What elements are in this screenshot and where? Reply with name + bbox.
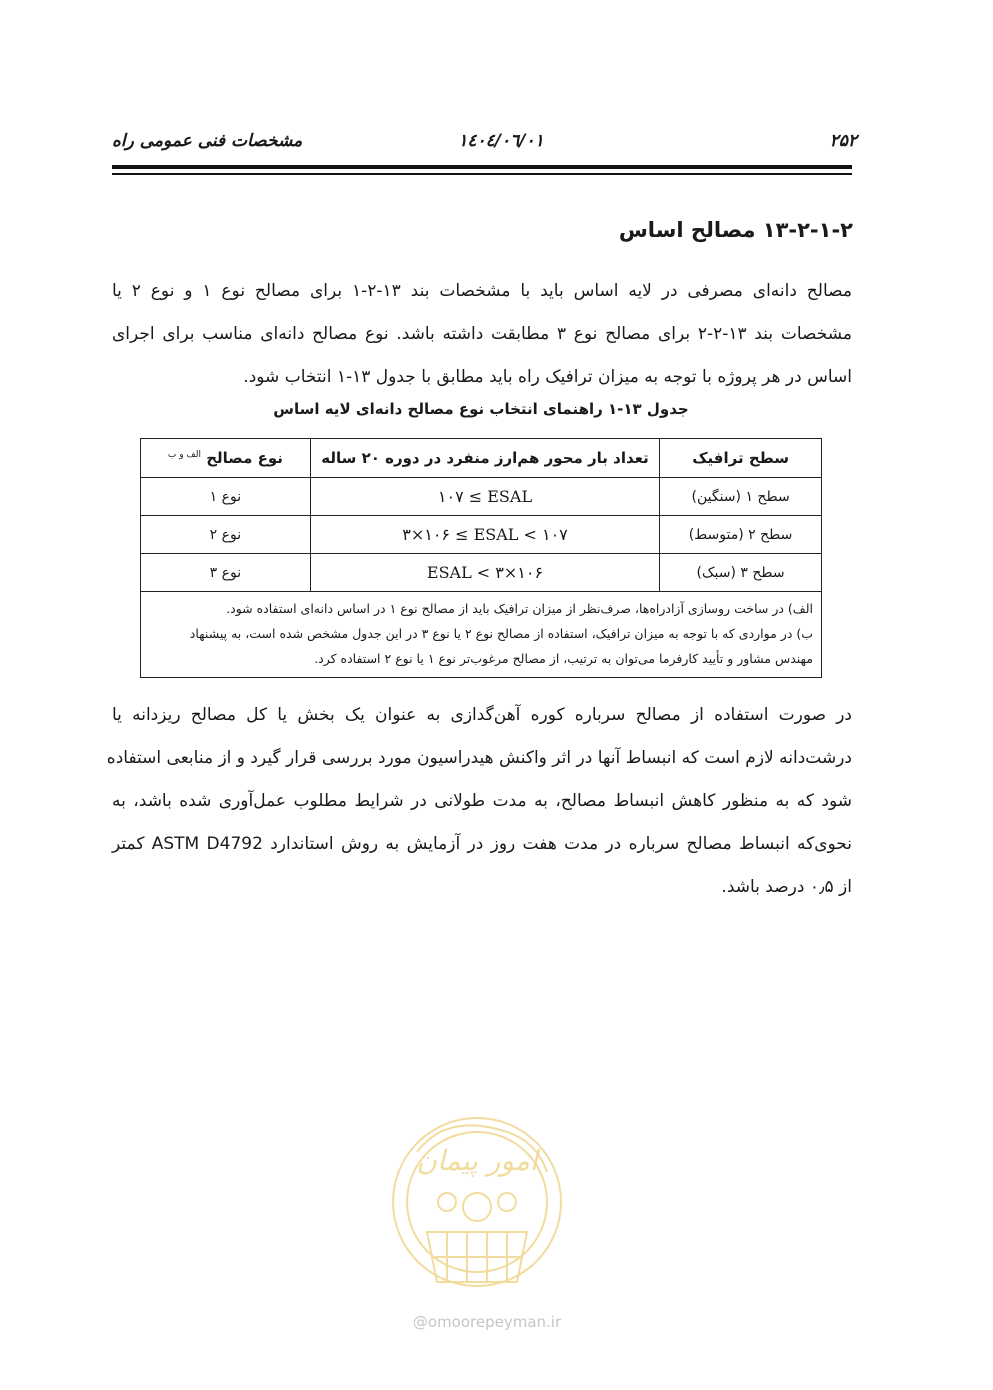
header-esal-count: تعداد بار محور هم‌ارز منفرد در دوره ۲۰ ساله [310, 439, 659, 478]
table-note: الف) در ساخت روسازی آزادراه‌ها، صرف‌نظر از میزان ترافیک باید از مصالح نوع ۱ در اساس دانه‌ای استفاده شود. [226, 601, 813, 616]
table-note: مهندس مشاور و تأیید کارفرما می‌توان به ترتیب، از مصالح مرغوب‌تر نوع ۱ یا نوع ۲ استفاده کرد. [314, 651, 813, 666]
watermark-url: @omoorepeyman.ir [412, 1313, 562, 1331]
cell-traffic: سطح ۱ (سنگین) [660, 478, 822, 516]
cell-esal: ۳×۱۰۶ ≤ ESAL < ۱۰۷ [310, 516, 659, 554]
header-title: مشخصات فنی عمومی راه [112, 131, 303, 151]
table-row [141, 554, 822, 592]
page-number: ۲۵۲ [829, 131, 857, 151]
table-header-row [141, 439, 822, 478]
section-title: ۱۳-۲-۱-۲ مصالح اساس [618, 218, 853, 242]
cell-material: نوع ۱ [141, 478, 311, 516]
header-material-footnote: الف و ب [167, 450, 201, 460]
paragraph-line: شود که به منظور کاهش انبساط مصالح، به مدت طولانی در شرایط مطلوب عمل‌آوری شده باشد، به [112, 791, 852, 811]
header-rule-thick [112, 165, 852, 169]
paragraph-line: اساس در هر پروژه با توجه به میزان ترافیک راه باید مطابق با جدول ۱۳-۱ انتخاب شود. [243, 367, 852, 387]
cell-traffic: سطح ۲ (متوسط) [660, 516, 822, 554]
table-caption: جدول ۱۳-۱ راهنمای انتخاب نوع مصالح دانه‌ای لایه اساس [273, 400, 689, 418]
cell-material: نوع ۲ [141, 516, 311, 554]
watermark-emblem-text: امور پیمان [416, 1144, 538, 1177]
paragraph-2 [106, 694, 852, 909]
paragraph-line: مشخصات بند ۱۳-۲-۲ برای مصالح نوع ۳ مطابقت داشته باشد. نوع مصالح دانه‌ای مناسب برای اجرای [112, 324, 853, 344]
table-note: ب) در مواردی که با توجه به میزان ترافیک، استفاده از مصالح نوع ۲ یا نوع ۳ در این جدول مشخص شده است، به پیشنهاد [189, 626, 813, 641]
header-material-label: نوع مصالح [206, 449, 283, 467]
table-notes [141, 592, 822, 678]
header-date: ۱٤۰٤/۰٦/۰۱ [458, 131, 544, 151]
paragraph-1 [112, 270, 852, 399]
material-selection-table [140, 438, 822, 678]
header-material-type [141, 439, 311, 478]
table-notes-row [141, 592, 822, 678]
paragraph-line: از ۰٫۵ درصد باشد. [721, 877, 852, 897]
cell-esal: ۱۰۷ ≤ ESAL [310, 478, 659, 516]
table-row [141, 516, 822, 554]
paragraph-line: مصالح دانه‌ای مصرفی در لایه اساس باید با مشخصات بند ۱۳-۲-۱ برای مصالح نوع ۱ و نوع ۲ یا [112, 281, 852, 301]
cell-esal: ESAL < ۳×۱۰۶ [310, 554, 659, 592]
paragraph-line: در صورت استفاده از مصالح سرباره کوره آهن‌گدازی به عنوان یک بخش یا کل مصالح ریزدانه یا [112, 705, 852, 725]
paragraph-line: نحوی‌که انبساط مصالح سرباره در مدت هفت روز در آزمایش به روش استاندارد ASTM D4792 کمتر [112, 834, 852, 854]
table-row [141, 478, 822, 516]
paragraph-line: درشت‌دانه لازم است که انبساط آنها در اثر واکنش هیدراسیون مورد بررسی قرار گیرد و از منابعی استفاده [106, 748, 852, 768]
watermark-emblem-icon [387, 1092, 567, 1312]
cell-traffic: سطح ۳ (سبک) [660, 554, 822, 592]
header-traffic-level: سطح ترافیک [660, 439, 822, 478]
header-rule-thin [112, 173, 852, 175]
cell-material: نوع ۳ [141, 554, 311, 592]
